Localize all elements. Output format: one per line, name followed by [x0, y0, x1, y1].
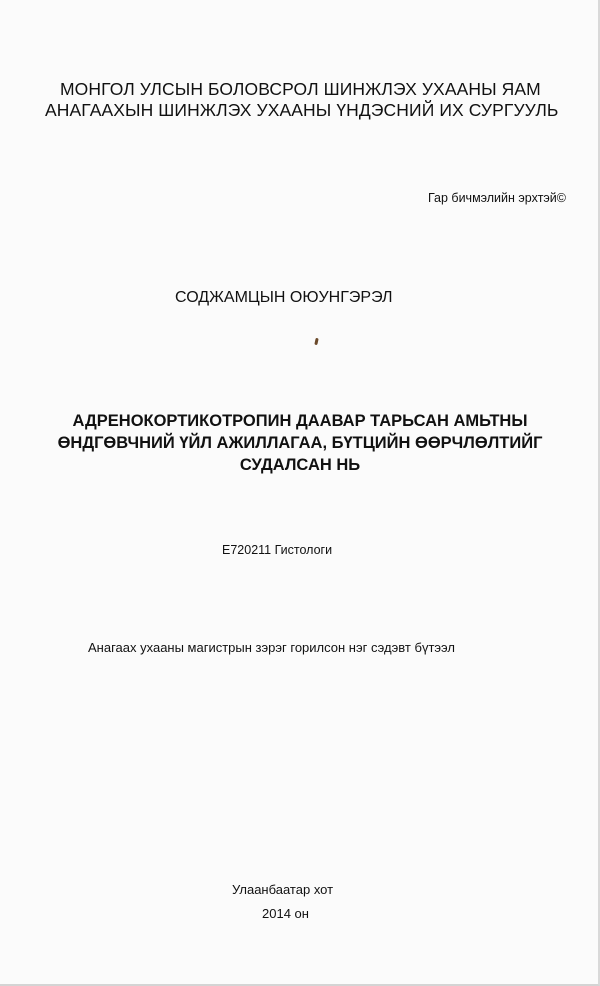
ministry-name: МОНГОЛ УЛСЫН БОЛОВСРОЛ ШИНЖЛЭХ УХААНЫ ЯАМ	[60, 79, 541, 99]
thesis-title-line-3: СУДАЛСАН НЬ	[239, 456, 361, 474]
year: 2014 он	[262, 906, 309, 921]
paper-speck	[314, 338, 318, 345]
specialty-code: Е720211 Гистологи	[222, 543, 333, 557]
thesis-title-line-1: АДРЕНОКОРТИКОТРОПИН ДААВАР ТАРЬСАН АМЬТНЫ	[72, 412, 528, 430]
author-name: СОДЖАМЦЫН ОЮУНГЭРЭЛ	[175, 289, 393, 306]
city: Улаанбаатар хот	[232, 882, 334, 897]
thesis-title-line-2: ӨНДГӨВЧНИЙ ҮЙЛ АЖИЛЛАГАА, БҮТЦИЙН ӨӨРЧЛӨЛТИЙГ	[57, 434, 543, 452]
university-name: АНАГААХЫН ШИНЖЛЭХ УХААНЫ ҮНДЭСНИЙ ИХ СУРГУУЛЬ	[45, 100, 559, 120]
degree-statement: Анагаах ухааны магистрын зэрэг горилсон нэг сэдэвт бүтээл	[88, 640, 455, 655]
copyright-note: Гар бичмэлийн эрхтэй©	[427, 191, 566, 205]
